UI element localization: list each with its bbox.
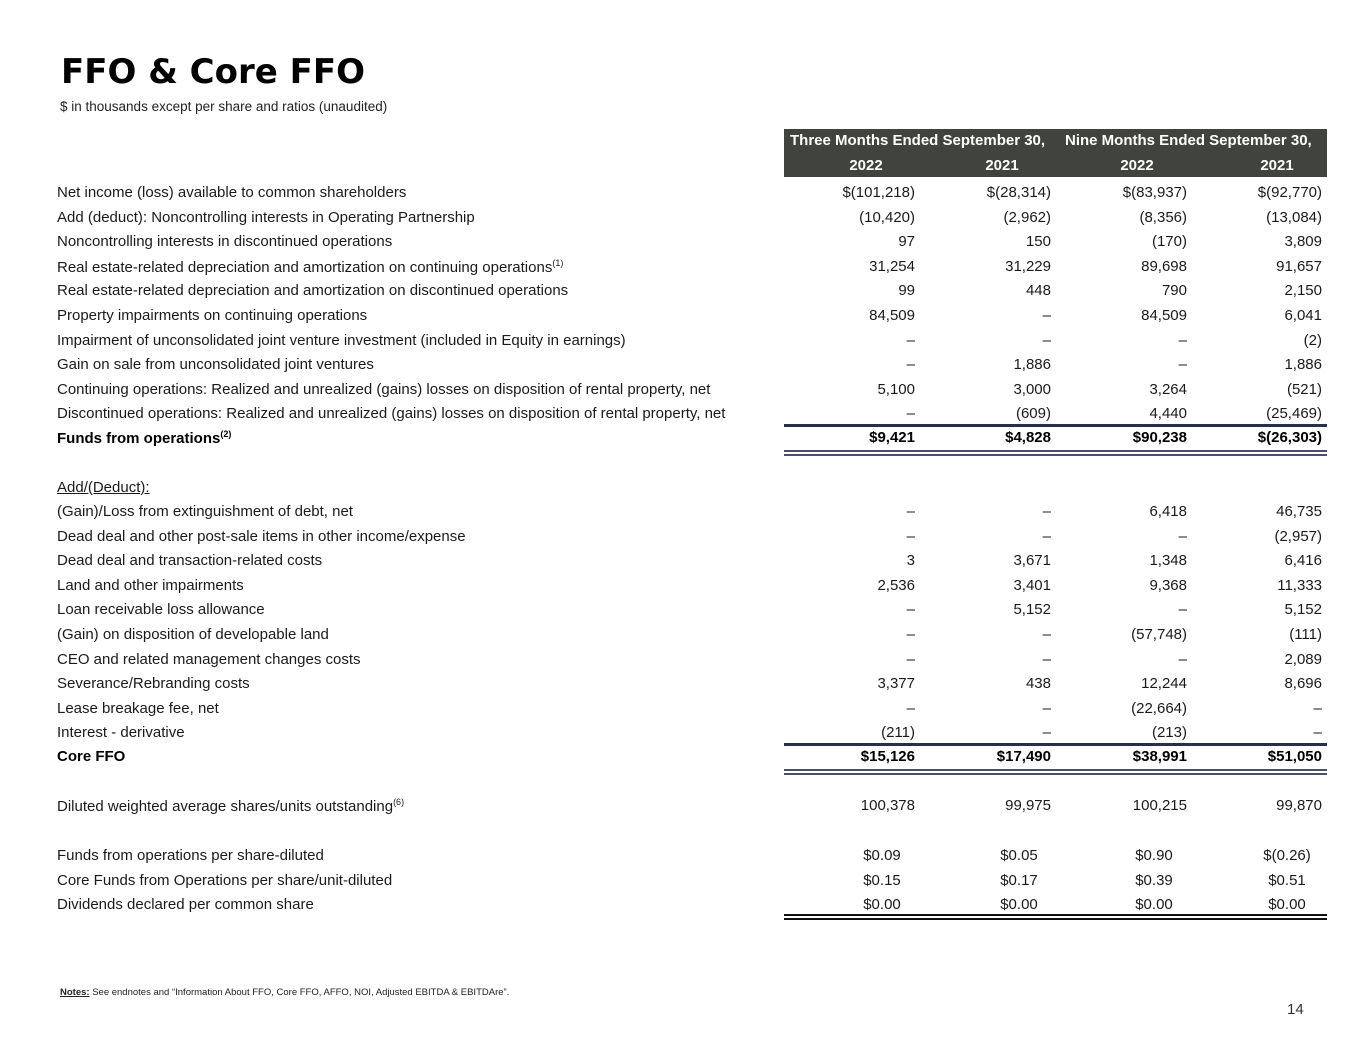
- cell-value: 2,536: [877, 577, 915, 594]
- cell-value: 12,244: [1141, 675, 1187, 692]
- row-label-text: Core FFO: [57, 748, 126, 765]
- row-label: [57, 700, 219, 717]
- table-row: [0, 500, 1365, 524]
- table-rule: [784, 773, 1327, 775]
- cell-value: –: [906, 356, 915, 373]
- header-year: 2021: [1260, 157, 1294, 174]
- cell-value: –: [906, 503, 915, 520]
- notes-text: See endnotes and “Information About FFO, Core FFO, AFFO, NOI, Adjusted EBITDA & EBITDAre”.: [89, 987, 510, 998]
- table-row: [0, 279, 1365, 303]
- row-label: [57, 626, 329, 643]
- cell-value: $9,421: [869, 429, 915, 446]
- cell-value: –: [906, 601, 915, 618]
- cell-value: $0.15: [863, 872, 901, 889]
- cell-value: –: [1042, 651, 1051, 668]
- cell-value: 84,509: [1141, 307, 1187, 324]
- adjust-header: [0, 476, 1365, 500]
- cell-value: $(28,314): [986, 184, 1051, 201]
- cell-value: 3,377: [877, 675, 915, 692]
- cell-value: –: [906, 405, 915, 422]
- cell-value: –: [1042, 307, 1051, 324]
- cell-value: 3,000: [1013, 381, 1051, 398]
- cell-value: $0.00: [1135, 896, 1173, 913]
- cell-value: 6,416: [1284, 552, 1322, 569]
- cell-value: –: [1178, 356, 1187, 373]
- footnote-ref: (2): [220, 429, 232, 439]
- cell-value: (2,957): [1274, 528, 1322, 545]
- cell-value: $0.51: [1268, 872, 1306, 889]
- cell-value: 5,152: [1013, 601, 1051, 618]
- cell-value: 3,671: [1013, 552, 1051, 569]
- cell-value: $0.09: [863, 847, 901, 864]
- cell-value: (211): [881, 724, 915, 741]
- table-row: [0, 672, 1365, 696]
- cell-value: 448: [1025, 282, 1051, 299]
- table-row: [0, 623, 1365, 647]
- cell-value: –: [1313, 700, 1322, 717]
- cell-value: $(26,303): [1257, 429, 1322, 446]
- per-share-row: [0, 844, 1365, 868]
- row-label-text: CEO and related management changes costs: [57, 651, 361, 668]
- row-label-text: Property impairments on continuing operations: [57, 307, 368, 324]
- cell-value: (10,420): [859, 209, 915, 226]
- cell-value: (2,962): [1003, 209, 1051, 226]
- header-year: 2022: [849, 157, 883, 174]
- header-nine-months: Nine Months Ended September 30,: [1065, 132, 1312, 149]
- table-header: [784, 129, 1327, 177]
- cell-value: $51,050: [1267, 748, 1322, 765]
- cell-value: –: [1042, 528, 1051, 545]
- row-label: [57, 332, 626, 349]
- cell-value: 6,418: [1149, 503, 1187, 520]
- cell-value: 3,264: [1149, 381, 1187, 398]
- cell-value: 438: [1025, 675, 1051, 692]
- cell-value: –: [1042, 332, 1051, 349]
- row-label: [57, 381, 710, 398]
- row-label-text: Dividends declared per common share: [57, 896, 314, 913]
- row-label: [57, 233, 392, 250]
- page-subtitle: $ in thousands except per share and ratios (unaudited): [60, 99, 388, 114]
- cell-value: $(0.26): [1263, 847, 1311, 864]
- cell-value: $0.05: [1000, 847, 1038, 864]
- cell-value: $(101,218): [842, 184, 915, 201]
- row-label: [57, 258, 563, 276]
- cell-value: $0.17: [1000, 872, 1038, 889]
- row-label: [57, 847, 324, 864]
- cell-value: 1,348: [1149, 552, 1187, 569]
- row-label: [57, 209, 475, 226]
- row-label: [57, 356, 374, 373]
- row-label: [57, 184, 406, 201]
- table-row: [0, 549, 1365, 573]
- row-label: [57, 601, 265, 618]
- table-row: [0, 255, 1365, 279]
- cell-value: –: [906, 700, 915, 717]
- table-row: [0, 721, 1365, 745]
- row-label-text: Lease breakage fee, net: [57, 700, 219, 717]
- cell-value: –: [1042, 503, 1051, 520]
- table-row: [0, 598, 1365, 622]
- notes: [60, 987, 509, 998]
- cell-value: –: [1178, 601, 1187, 618]
- shares-row: [0, 794, 1365, 818]
- row-label-text: Real estate-related depreciation and amortization on discontinued operations: [57, 282, 569, 299]
- row-label-text: Real estate-related depreciation and amortization on continuing operations: [57, 259, 553, 276]
- cell-value: –: [1178, 332, 1187, 349]
- cell-value: (22,664): [1131, 700, 1187, 717]
- table-row: [0, 378, 1365, 402]
- row-label-text: Funds from operations: [57, 430, 221, 447]
- cell-value: 31,254: [869, 258, 915, 275]
- cell-value: 3,401: [1013, 577, 1051, 594]
- cell-value: $0.90: [1135, 847, 1173, 864]
- row-label-text: Dead deal and transaction-related costs: [57, 552, 323, 569]
- table-row: [0, 206, 1365, 230]
- table-rule: [784, 454, 1327, 456]
- core-ffo-total-row: [0, 745, 1365, 769]
- header-year: 2021: [985, 157, 1019, 174]
- row-label-text: Add/(Deduct):: [57, 479, 150, 496]
- cell-value: (111): [1289, 626, 1322, 643]
- table-row: [0, 648, 1365, 672]
- cell-value: $(83,937): [1122, 184, 1187, 201]
- row-label-text: Gain on sale from unconsolidated joint ventures: [57, 356, 374, 373]
- cell-value: 31,229: [1005, 258, 1051, 275]
- cell-value: 97: [898, 233, 915, 250]
- row-label: [57, 503, 353, 520]
- cell-value: –: [1313, 724, 1322, 741]
- cell-value: 5,152: [1284, 601, 1322, 618]
- row-label-text: Dead deal and other post-sale items in other income/expense: [57, 528, 466, 545]
- cell-value: –: [906, 651, 915, 668]
- cell-value: 99,975: [1005, 797, 1051, 814]
- table-rule: [784, 769, 1327, 771]
- footnote-ref: (1): [552, 258, 564, 268]
- page-number: 14: [1287, 1001, 1304, 1018]
- row-label-text: Noncontrolling interests in discontinued operations: [57, 233, 393, 250]
- cell-value: –: [906, 626, 915, 643]
- cell-value: $15,126: [860, 748, 915, 765]
- row-label-text: Continuing operations: Realized and unrealized (gains) losses on disposition of rental property, net: [57, 381, 711, 398]
- table-row: [0, 329, 1365, 353]
- per-share-row: [0, 869, 1365, 893]
- cell-value: (13,084): [1266, 209, 1322, 226]
- row-label-text: Add (deduct): Noncontrolling interests in Operating Partnership: [57, 209, 475, 226]
- row-label-text: Discontinued operations: Realized and unrealized (gains) losses on disposition of rental property, net: [57, 405, 726, 422]
- cell-value: $90,238: [1132, 429, 1187, 446]
- table-row: [0, 181, 1365, 205]
- cell-value: $0.00: [1000, 896, 1038, 913]
- cell-value: (521): [1286, 381, 1322, 398]
- cell-value: –: [906, 528, 915, 545]
- row-label-text: Severance/Rebranding costs: [57, 675, 250, 692]
- header-year: 2022: [1120, 157, 1154, 174]
- cell-value: (2): [1303, 332, 1322, 349]
- row-label: [57, 307, 367, 324]
- cell-value: (57,748): [1131, 626, 1187, 643]
- cell-value: 89,698: [1141, 258, 1187, 275]
- cell-value: 150: [1025, 233, 1051, 250]
- cell-value: 3: [906, 552, 915, 569]
- row-label: [57, 282, 568, 299]
- row-label-text: Diluted weighted average shares/units outstanding: [57, 798, 394, 815]
- cell-value: –: [1042, 724, 1051, 741]
- row-label: [57, 552, 322, 569]
- cell-value: $38,991: [1132, 748, 1187, 765]
- cell-value: $0.00: [1268, 896, 1306, 913]
- cell-value: (213): [1151, 724, 1187, 741]
- row-label: [57, 429, 231, 447]
- cell-value: 46,735: [1276, 503, 1322, 520]
- cell-value: –: [1042, 700, 1051, 717]
- cell-value: 84,509: [869, 307, 915, 324]
- cell-value: (25,469): [1266, 405, 1322, 422]
- table-row: [0, 353, 1365, 377]
- row-label: [57, 528, 466, 545]
- table-row: [0, 304, 1365, 328]
- cell-value: 99,870: [1276, 797, 1322, 814]
- row-label-text: Funds from operations per share-diluted: [57, 847, 324, 864]
- cell-value: 11,333: [1277, 577, 1322, 594]
- row-label: [57, 651, 361, 668]
- cell-value: 9,368: [1149, 577, 1187, 594]
- row-label-text: Loan receivable loss allowance: [57, 601, 265, 618]
- table-row: [0, 697, 1365, 721]
- table-row: [0, 525, 1365, 549]
- table-row: [0, 402, 1365, 426]
- cell-value: $4,828: [1005, 429, 1051, 446]
- table-rule: [784, 450, 1327, 452]
- cell-value: 1,886: [1284, 356, 1322, 373]
- row-label: [57, 724, 185, 741]
- cell-value: 3,809: [1284, 233, 1322, 250]
- cell-value: –: [906, 332, 915, 349]
- row-label: [57, 675, 250, 692]
- cell-value: (609): [1015, 405, 1051, 422]
- cell-value: –: [1178, 651, 1187, 668]
- cell-value: $(92,770): [1257, 184, 1322, 201]
- row-label: [57, 872, 392, 889]
- cell-value: $17,490: [996, 748, 1051, 765]
- row-label: [57, 577, 244, 594]
- row-label-text: Net income (loss) available to common shareholders: [57, 184, 407, 201]
- cell-value: –: [1042, 626, 1051, 643]
- ffo-total-row: [0, 426, 1365, 450]
- row-label-text: Core Funds from Operations per share/unit-diluted: [57, 872, 393, 889]
- cell-value: 5,100: [877, 381, 915, 398]
- table-rule: [784, 918, 1327, 920]
- cell-value: 1,886: [1013, 356, 1051, 373]
- cell-value: 6,041: [1284, 307, 1322, 324]
- row-label: [57, 748, 125, 765]
- cell-value: 2,089: [1284, 651, 1322, 668]
- notes-label: Notes:: [60, 987, 90, 998]
- cell-value: $0.00: [863, 896, 901, 913]
- table-row: [0, 230, 1365, 254]
- table-rule: [784, 914, 1327, 916]
- cell-value: (8,356): [1139, 209, 1187, 226]
- cell-value: 100,215: [1132, 797, 1187, 814]
- row-label-text: (Gain) on disposition of developable land: [57, 626, 329, 643]
- row-label-text: Land and other impairments: [57, 577, 244, 594]
- cell-value: 100,378: [860, 797, 915, 814]
- cell-value: $0.39: [1135, 872, 1173, 889]
- footnote-ref: (6): [393, 797, 405, 807]
- header-three-months: Three Months Ended September 30,: [790, 132, 1046, 149]
- cell-value: 8,696: [1284, 675, 1322, 692]
- row-label: [57, 405, 725, 422]
- row-label-text: Impairment of unconsolidated joint venture investment (included in Equity in earnings): [57, 332, 626, 349]
- cell-value: –: [1178, 528, 1187, 545]
- row-label: [57, 479, 150, 496]
- cell-value: (170): [1151, 233, 1187, 250]
- row-label: [57, 896, 314, 913]
- table-row: [0, 574, 1365, 598]
- page-title: FFO & Core FFO: [61, 52, 366, 92]
- row-label-text: Interest - derivative: [57, 724, 185, 741]
- cell-value: 2,150: [1284, 282, 1322, 299]
- cell-value: 91,657: [1276, 258, 1322, 275]
- cell-value: 4,440: [1149, 405, 1187, 422]
- cell-value: 790: [1161, 282, 1187, 299]
- row-label: [57, 797, 404, 815]
- cell-value: 99: [898, 282, 915, 299]
- row-label-text: (Gain)/Loss from extinguishment of debt, net: [57, 503, 353, 520]
